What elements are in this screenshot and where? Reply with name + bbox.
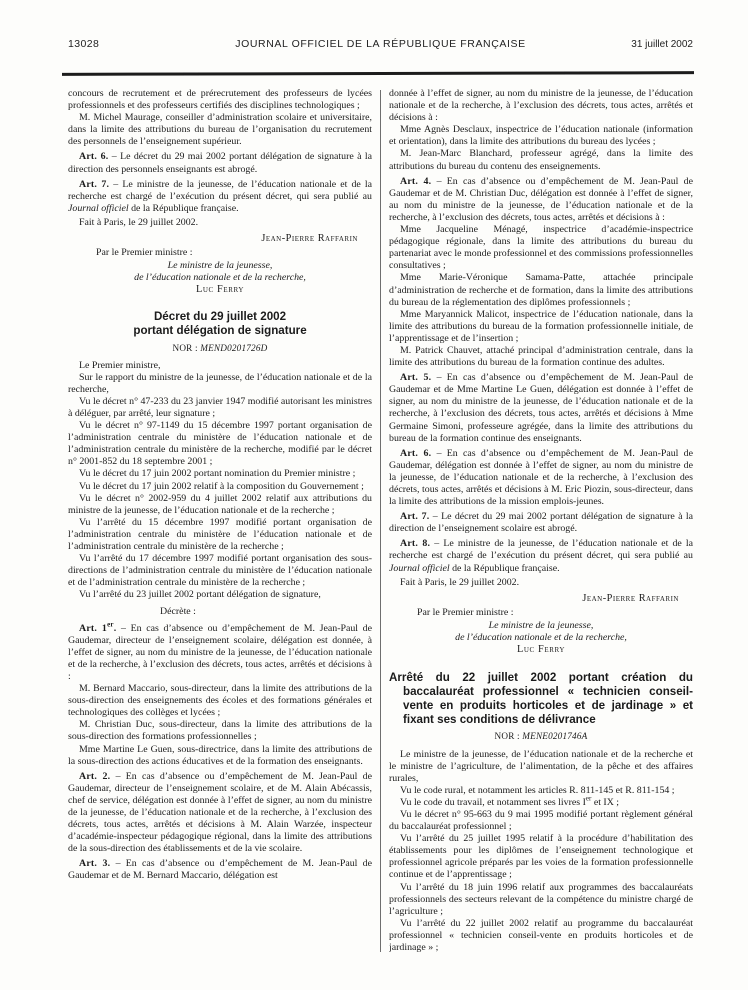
paragraph: Mme Jacqueline Ménagé, inspectrice d’académie-inspectrice pédagogique régionale, dans la limite des attributions du bureau du partenariat avec le monde professionnel et des commissions professionnelles consultatives ;: [389, 224, 693, 272]
visa: Vu le décret n° 95-663 du 9 mai 1995 modifié portant règlement général du baccalauréat professionnel ;: [389, 808, 693, 833]
signature-prime-minister: Jean-Pierre Raffarin: [261, 233, 358, 245]
visa: Vu le décret n° 2002-959 du 4 juillet 2002 relatif aux attributions du ministre de la jeunesse, de l’éducation nationale et de la recherche ;: [68, 492, 372, 516]
date-line: Fait à Paris, le 29 juillet 2002.: [400, 576, 520, 588]
minister-role: Le ministre de la jeunesse, de l’éducation nationale et de la recherche,: [134, 260, 306, 284]
page-header: [68, 38, 693, 50]
visa: Vu l’arrêté du 25 juillet 1995 relatif à la procédure d’habilitation des établissements pour les diplômes de l’enseignement technologique et professionnel agricole préparés par les voies de la formation professionnelle continue et de l’apprentissage ;: [389, 833, 693, 881]
paragraph: M. Jean-Marc Blanchard, professeur agrégé, dans la limite des attributions du bureau du contenu des enseignements.: [389, 148, 693, 172]
paragraph: Mme Marie-Véronique Samama-Patte, attachée principale d’administration de recherche et de formation, dans la limite des attributions du bureau de la réglementation des diplômes professionnels ;: [389, 272, 693, 308]
paragraph: M. Patrick Chauvet, attaché principal d’administration centrale, dans la limite des attributions du bureau de la formation continue des adultes.: [389, 344, 693, 369]
visa: Vu le décret du 17 juin 2002 portant nomination du Premier ministre ;: [79, 468, 356, 480]
visa: Vu le code rural, et notamment les articles R. 811-145 et R. 811-154 ;: [400, 784, 675, 796]
byline: Par le Premier ministre :: [417, 606, 514, 618]
minister-role: Le ministre de la jeunesse, de l’éducation nationale et de la recherche,: [455, 619, 627, 644]
article-3: Art. 3. – En cas d’absence ou d’empêchement de M. Jean-Paul de Gaudemar et de M. Bernard Maccario, délégation est: [68, 858, 372, 882]
paragraph: M. Christian Duc, sous-directeur, dans la limite des attributions de la sous-direction des formations professionnelles ;: [68, 719, 372, 743]
article-1: Art. 1er. – En cas d’absence ou d’empêchement de M. Jean-Paul de Gaudemar, directeur de l’enseignement scolaire, délégation est donnée, à l’effet de signer, au nom du ministre de la jeunesse, de l’éducation nationale et de la recherche, à l’exclusion des décrets, tous actes, arrêtés et décisions à :: [68, 620, 372, 682]
paragraph: Mme Martine Le Guen, sous-directrice, dans la limite des attributions de la sous-direction des actions éducatives et de la formation des enseignants.: [68, 743, 372, 767]
column-divider: [380, 90, 381, 952]
article-6: Art. 6. – En cas d’absence ou d’empêchement de M. Jean-Paul de Gaudemar, délégation est donnée à l’effet de signer, au nom du ministre de la jeunesse, de l’éducation nationale et de la recherche, à l’exclusion des décrets, tous actes, arrêtés et décisions à M. Eric Piozin, sous-directeur, dans la limite des attributions de la mission emplois-jeunes.: [389, 447, 693, 508]
issue-date: 31 juillet 2002: [631, 39, 693, 50]
visa: Vu l’arrêté du 23 juillet 2002 portant délégation de signature,: [79, 589, 321, 601]
visa: Vu le décret du 17 juin 2002 relatif à la composition du Gouvernement ;: [79, 480, 364, 492]
visa: Vu le décret n° 97-1149 du 15 décembre 1997 portant organisation de l’administration centrale du ministère de l’éducation nationale et de l’administration centrale du ministère de la recherche, modifié par le décret n° 2001-852 du 18 septembre 2001 ;: [68, 420, 372, 468]
byline: Par le Premier ministre :: [96, 247, 193, 259]
paragraph-continuation: concours de recrutement et de prérecrutement des professeurs de lycées professionnels et des professeurs certifiés des disciplines technologiques ;: [68, 88, 372, 112]
article-7: Art. 7. – Le décret du 29 mai 2002 portant délégation de signature à la direction de l’enseignement scolaire est abrogé.: [389, 511, 693, 535]
signature-prime-minister: Jean-Pierre Raffarin: [582, 592, 679, 604]
article-7: Art. 7. – Le ministre de la jeunesse, de l’éducation nationale et de la recherche est chargé de l’exécution du présent décret, qui sera publié au Journal officiel de la République française.: [68, 178, 372, 214]
paragraph: Le Premier ministre,: [79, 359, 161, 371]
paragraph: Mme Maryannick Malicot, inspectrice de l’éducation nationale, dans la limite des attributions du bureau de la formation professionnelle initiale, de l’apprentissage et de l’insertion ;: [389, 308, 693, 344]
article-5: Art. 5. – En cas d’absence ou d’empêchement de M. Jean-Paul de Gaudemar et de Mme Martine Le Guen, délégation est donnée à l’effet de signer, au nom du ministre de la jeunesse, de l’éducation nationale et de la recherche, à l’exclusion des décrets, tous actes, arrêtés et décisions à Mme Germaine Simoni, professeure agrégée, dans la limite des attributions du bureau de la formation continue des enseignants.: [389, 372, 693, 444]
paragraph: Mme Agnès Desclaux, inspectrice de l’éducation nationale (information et orientation), dans la limite des attributions du bureau des lycées ;: [389, 124, 693, 148]
text-columns: [68, 88, 693, 966]
article-4: Art. 4. – En cas d’absence ou d’empêchement de M. Jean-Paul de Gaudemar et de M. Christian Duc, délégation est donnée à l’effet de signer, au nom du ministre de la jeunesse, de l’éducation nationale et de la recherche, à l’exclusion des décrets, tous actes, arrêtés et décisions à :: [389, 175, 693, 223]
visa: Vu l’arrêté du 22 juillet 2002 relatif au programme du baccalauréat professionnel « technicien conseil-vente en produits horticoles et de jardinage » ;: [389, 917, 693, 953]
date-line: Fait à Paris, le 29 juillet 2002.: [79, 216, 199, 228]
article-6: Art. 6. – Le décret du 29 mai 2002 portant délégation de signature à la direction des personnels enseignants est abrogé.: [68, 151, 372, 175]
page-number: 13028: [68, 38, 100, 50]
visa: Vu l’arrêté du 18 juin 1996 relatif aux programmes des baccalauréats professionnels des secteurs relevant de la compétence du ministre chargé de l’agriculture ;: [389, 881, 693, 917]
paragraph: Sur le rapport du ministre de la jeunesse, de l’éducation nationale et de la recherche,: [68, 371, 372, 395]
signature-minister: Luc Ferry: [517, 644, 565, 656]
decrete-line: Décrète :: [160, 606, 196, 618]
journal-title: JOURNAL OFFICIEL DE LA RÉPUBLIQUE FRANÇAISE: [235, 38, 526, 50]
paragraph: Le ministre de la jeunesse, de l’éducation nationale et de la recherche et le ministre de l’agriculture, de l’alimentation, de la pêche et des affaires rurales,: [389, 748, 693, 784]
paragraph: M. Bernard Maccario, sous-directeur, dans la limite des attributions de la sous-direction des enseignements des écoles et des formations générales et technologiques des collèges et lycées ;: [68, 683, 372, 719]
nor-number: NOR : MENE0201746A: [494, 731, 588, 742]
decree-title: Décret du 29 juillet 2002 portant délégation de signature: [133, 309, 307, 337]
article-8: Art. 8. – Le ministre de la jeunesse, de l’éducation nationale et de la recherche est chargé de l’exécution du présent décret, qui sera publié au Journal officiel de la République française.: [389, 538, 693, 574]
visa: Vu le décret n° 47-233 du 23 janvier 1947 modifié autorisant les ministres à déléguer, par arrêté, leur signature ;: [68, 395, 372, 419]
visa: Vu l’arrêté du 17 décembre 1997 modifié portant organisation des sous-directions de l’administration centrale du ministère de l’éducation nationale et de l’administration centrale du ministère de la recherche ;: [68, 553, 372, 589]
nor-number: NOR : MEND0201726D: [172, 342, 268, 353]
visa: Vu le code du travail, et notamment ses livres Ier et IX ;: [400, 794, 620, 808]
paragraph: M. Michel Maurage, conseiller d’administration scolaire et universitaire, dans la limite des attributions du bureau de l’organisation du recrutement des personnels de l’enseignement supérieur.: [68, 112, 372, 148]
left-column: [68, 88, 372, 966]
paragraph-continuation: donnée à l’effet de signer, au nom du ministre de la jeunesse, de l’éducation nationale et de la recherche, à l’exclusion des décrets, tous actes, arrêtés et décisions à :: [389, 88, 693, 124]
arrete-title: Arrêté du 22 juillet 2002 portant création du baccalauréat professionnel « technicien conseil-vente en produits horticoles et de jardinage » et fixant ses conditions de délivrance: [389, 671, 693, 726]
header-rule: [62, 71, 694, 76]
right-column: [389, 88, 693, 966]
signature-minister: Luc Ferry: [196, 284, 244, 296]
visa: Vu l’arrêté du 15 décembre 1997 modifié portant organisation de l’administration centrale du ministère de l’éducation nationale et de l’administration centrale du ministère de la recherche ;: [68, 516, 372, 552]
article-2: Art. 2. – En cas d’absence ou d’empêchement de M. Jean-Paul de Gaudemar, directeur de l’enseignement scolaire, et de M. Alain Abécassis, chef de service, délégation est donnée à l’effet de signer, au nom du ministre de la jeunesse, de l’éducation nationale et de la recherche, à l’exclusion des décrets, tous actes, arrêtés et décisions à M. Alain Warzée, inspecteur d’académie-inspecteur pédagogique régional, dans la limite des attributions de la sous-direction des établissements et de la vie scolaire.: [68, 770, 372, 855]
